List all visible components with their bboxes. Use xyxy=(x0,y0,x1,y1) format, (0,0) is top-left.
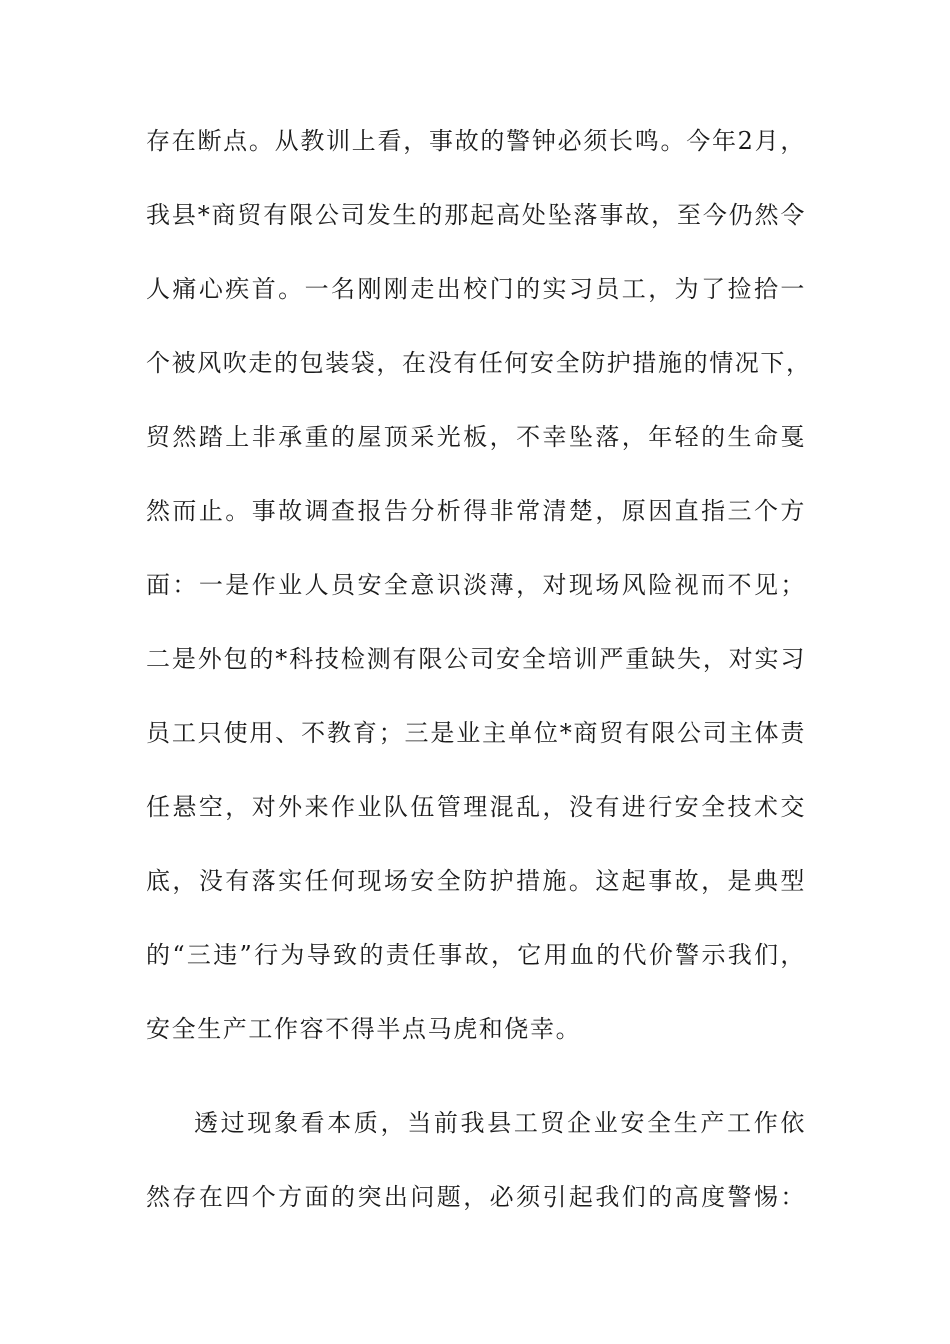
body-text xyxy=(146,118,812,1248)
paragraph-gap xyxy=(146,1080,806,1100)
text-line: 然存在四个方面的突出问题，必须引起我们的高度警惕： xyxy=(146,1183,806,1211)
text-line: 个被风吹走的包装袋，在没有任何安全防护措施的情况下， xyxy=(146,349,812,377)
text-line: 任悬空，对外来作业队伍管理混乱，没有进行安全技术交 xyxy=(146,793,806,821)
text-line: 然而止。事故调查报告分析得非常清楚，原因直指三个方 xyxy=(146,497,806,525)
text-line: 存在断点。从教训上看，事故的警钟必须长鸣。今年2月， xyxy=(146,127,806,155)
text-line: 底，没有落实任何现场安全防护措施。这起事故，是典型 xyxy=(146,867,806,895)
paragraph-problems-intro xyxy=(146,1100,806,1248)
text-line: 贸然踏上非承重的屋顶采光板，不幸坠落，年轻的生命戛 xyxy=(146,423,806,451)
paragraph-accident-lesson xyxy=(146,118,812,1080)
text-line: 面：一是作业人员安全意识淡薄，对现场风险视而不见； xyxy=(146,571,806,599)
text-line: 人痛心疾首。一名刚刚走出校门的实习员工，为了捡拾一 xyxy=(146,275,806,303)
text-line: 我县*商贸有限公司发生的那起高处坠落事故，至今仍然令 xyxy=(146,201,806,229)
text-line: 的“三违”行为导致的责任事故，它用血的代价警示我们， xyxy=(146,941,806,969)
text-line: 二是外包的*科技检测有限公司安全培训严重缺失，对实习 xyxy=(146,645,806,673)
text-line: 透过现象看本质，当前我县工贸企业安全生产工作依 xyxy=(194,1109,806,1137)
text-line: 安全生产工作容不得半点马虎和侥幸。 xyxy=(146,1015,582,1043)
text-line: 员工只使用、不教育；三是业主单位*商贸有限公司主体责 xyxy=(146,719,806,747)
